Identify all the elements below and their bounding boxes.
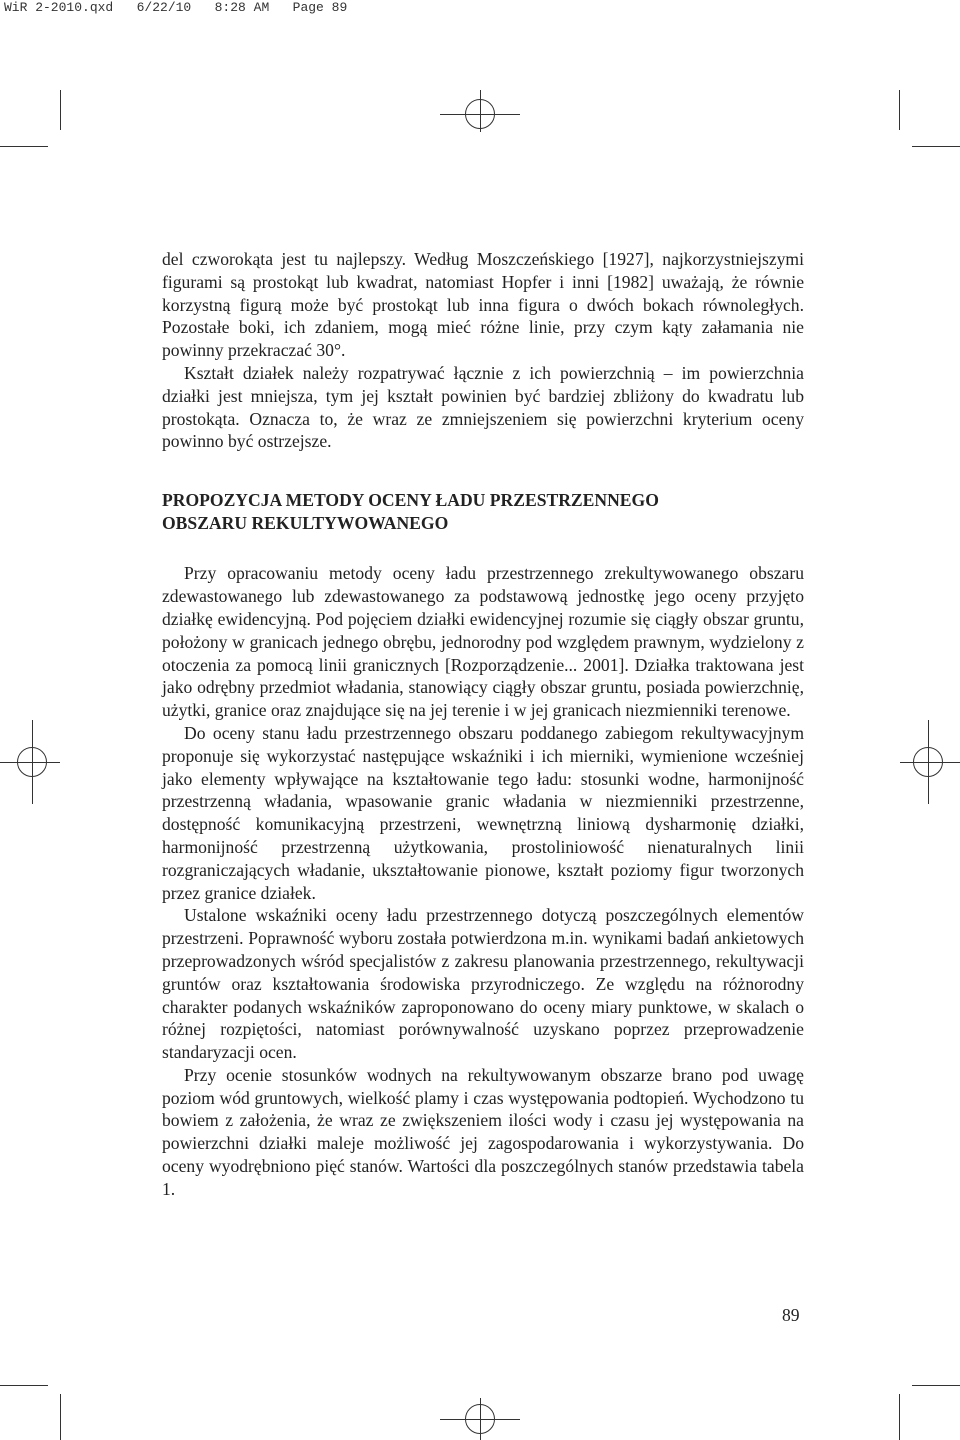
paragraph-continuation: del czworokąta jest tu najlepszy. Według Moszczeńskiego [1927], najkorzystniejszymi figurami są prostokąt lub kwadrat, natomiast Hopfer i inni [1982] uważają, że równie korzystną figurą może być prostokąt lub inna figura o dwóch bokach równoległych. Pozostałe boki, ich zdaniem, mogą mieć różne linie, przy czym kąty załamania nie powinny przekraczać 30°. — [162, 249, 804, 361]
crop-mark-bottom-right-h — [912, 1385, 960, 1386]
crop-mark-bottom-left-h — [0, 1385, 48, 1386]
crop-mark-bottom-right-v — [899, 1394, 900, 1440]
file-slug: WiR 2-2010.qxd 6/22/10 8:28 AM Page 89 — [4, 0, 348, 15]
paragraph-evaluation-unit: Przy opracowaniu metody oceny ładu przestrzennego zrekultywowanego obszaru zdewastowanego lub zdewastowanego za podstawową jednostkę jego oceny przyjęto działkę ewidencyjną. Pod pojęciem działki ewidencyjnej rozumie się ciągły obszar gruntu, położony w granicach jednego obrębu, jednorodny pod względem prawnym, wydzielony z otoczenia za pomocą linii granicznych [Rozporządzenie... 2001]. Działka traktowana jest jako odrębny przedmiot władania, stanowiący ciągły obszar gruntu, posiada powierzchnię, użytki, granice oraz znajdujące się na jej terenie i w jej granicach niezmienniki terenowe. — [162, 563, 804, 721]
paragraph-indicator-validation: Ustalone wskaźniki oceny ładu przestrzennego dotyczą poszczególnych elementów przestrzeni. Poprawność wyboru została potwierdzona m.in. wynikami badań ankietowych przeprowadzonych wśród specjalistów z zakresu planowania przestrzennego, rekultywacji gruntów oraz kształtowania środowiska przyrodniczego. Ze względu na różnorodny charakter podanych wskaźników zaproponowano do oceny miary punktowe, w skalach o różnej rozpiętości, natomiast porównywalność uzyskano poprzez przeprowadzenie standaryzacji ocen. — [162, 905, 804, 1063]
paragraph-shape-area: Kształt działek należy rozpatrywać łącznie z ich powierzchnią – im powierzchnia działki jest mniejsza, tym jej kształt powinien być bardziej zbliżony do kwadratu lub prostokąta. Oznacza to, że wraz ze zmniejszeniem się powierzchni kryterium oceny powinno być ostrzejsze. — [162, 362, 804, 452]
page-number: 89 — [782, 1305, 800, 1325]
section-heading-line-1: PROPOZYCJA METODY OCENY ŁADU PRZESTRZENNEGO — [162, 490, 659, 511]
paragraph-water-relations: Przy ocenie stosunków wodnych na rekultywowanym obszarze brano pod uwagę poziom wód gruntowych, wielkość plamy i czas występowania podtopień. Wychodzono tu bowiem z założenia, że wraz ze zwiększeniem ilości wody i czasu jej występowania na powierzchni działki maleje możliwość jej zagospodarowania i wykorzystywania. Do oceny wyodrębniono pięć stanów. Wartości dla poszczególnych stanów przedstawia tabela 1. — [162, 1064, 804, 1199]
crop-mark-top-left-v — [60, 90, 61, 130]
section-heading — [162, 489, 804, 534]
page-body — [162, 248, 804, 1201]
crop-mark-top-right-h — [912, 146, 960, 147]
crop-mark-top-left-h — [0, 146, 48, 147]
crop-mark-top-right-v — [899, 90, 900, 130]
section-heading-line-2: OBSZARU REKULTYWOWANEGO — [162, 512, 449, 533]
crop-mark-bottom-left-v — [60, 1394, 61, 1440]
paragraph-indicators: Do oceny stanu ładu przestrzennego obszaru poddanego zabiegom rekultywacyjnym proponuje się wykorzystać następujące wskaźniki i ich mierniki, wymienione wcześniej jako elementy wpływające na kształtowanie tego ładu: stosunki wodne, harmonijność przestrzenną władania, wpasowanie granic władania w niezmienniki przestrzenne, dostępność komunikacyjną przestrzeni, wewnętrzną liniową dysharmonię działki, harmonijność przestrzenną użytkowania, prostoliniowość nienaturalnych linii rozgraniczających władanie, ukształtowanie pionowe, kształt poziomy figur tworzonych przez granice działek. — [162, 722, 804, 903]
